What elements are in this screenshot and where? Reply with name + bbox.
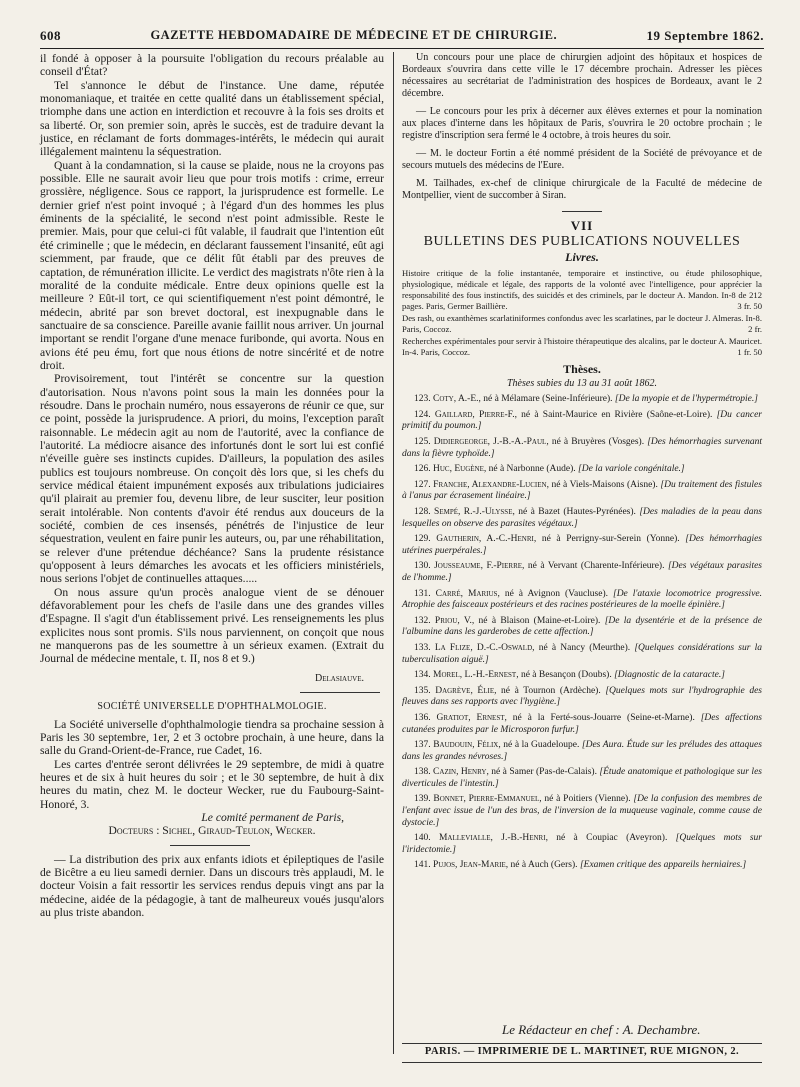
news-item: M. Tailhades, ex-chef de clinique chirurgicale de la Faculté de médecine de Montpellier, vient de succomber à Siran. (402, 177, 762, 201)
thesis-entry (402, 534, 762, 557)
thesis-birthplace: , né à Viels-Maisons (Aisne). (546, 479, 658, 490)
editor-credit: Le Rédacteur en chef : A. Dechambre. (502, 1022, 701, 1037)
section-title: BULLETINS DES PUBLICATIONS NOUVELLES (423, 234, 741, 250)
thesis-title: [De la confusion des membres de l'enfant avec issue de l'un des bras, de l'inversion de la muqueuse vaginale, comme cause de dystocie.] (402, 794, 762, 828)
thesis-author: La Flize, D.-C.-Oswald (430, 642, 533, 653)
thesis-author: Gautherin, A.-C.-Henri (430, 534, 534, 545)
theses-heading: Thèses. (563, 362, 601, 377)
news-item: — M. le docteur Fortin a été nommé président de la Société de prévoyance et de secours mutuels des médecins de l'Eure. (402, 147, 762, 171)
thesis-title: [Des affections cutanées produites par le Microsporon furfur.] (402, 712, 763, 735)
thesis-author: Franche, Alexandre-Lucien (430, 479, 547, 490)
thesis-number: 136. (414, 712, 431, 723)
thesis-birthplace: , né à Saint-Maurice en Rivière (Saône-et-Loire). (514, 409, 713, 420)
thesis-author: Sempé, R.-J.-Ulysse (430, 507, 513, 517)
page-number: 608 (40, 28, 61, 43)
books-heading: Livres. (565, 250, 599, 265)
thesis-author: Huc, Eugène (430, 464, 484, 475)
thesis-author: Carré, Marius (430, 588, 498, 599)
thesis-author: Dagrève, Élie (430, 685, 495, 696)
thesis-number: 135. (414, 685, 431, 696)
thesis-title: [Du cancer primitif du poumon.] (402, 409, 762, 432)
right-column (402, 52, 762, 876)
thesis-title: [Étude anatomique et pathologique sur les diverticules de l'intestin.] (402, 767, 762, 789)
book-text: Recherches expérimentales pour servir à l'histoire thérapeutique des alcalins, par le docteur A. Mauricet. In-4. Paris, Coccoz. (402, 336, 762, 358)
editor-line (402, 1022, 762, 1038)
thesis-author: Cazin, Henry (430, 767, 487, 778)
thesis-entry (402, 860, 762, 872)
journal-title: GAZETTE HEBDOMADAIRE DE MÉDECINE ET DE CHIRURGIE. (150, 28, 558, 42)
thesis-title: [De la myopie et de l'hypermétropie.] (612, 394, 758, 405)
paragraph: — La distribution des prix aux enfants idiots et épileptiques de l'asile de Bicêtre a eu lieu samedi dernier. Dans un discours très applaudi, M. le docteur Voisin a fait ressortir les services rendus depuis vingt ans par la médecine, aidée de la pédagogie, à tant de malheureux voués jusqu'alors au plus triste abandon. (40, 852, 384, 919)
theses-list (402, 394, 762, 872)
news-item: Un concours pour une place de chirurgien adjoint des hôpitaux et hospices de Bordeaux s'ouvrira dans cette ville le 17 décembre prochain. Adresser les pièces nécessaires au secrétariat de l'administration des hospices de Bordeaux, avant le 2 décembre. (402, 52, 762, 99)
section-number: VII (570, 218, 594, 234)
paragraph: La Société universelle d'ophthalmologie tiendra sa prochaine session à Paris les 30 septembre, 1er, 2 et 3 octobre prochain, à une heure, dans la salle du Grand-Orient-de-France, rue Cadet, 16. (40, 717, 384, 758)
thesis-birthplace: , né à Auch (Gers). (505, 860, 578, 871)
issue-date: 19 Septembre 1862. (646, 28, 764, 43)
thesis-author: Gaillard, Pierre-F. (430, 409, 515, 420)
thesis-author: Mallevialle, J.-B.-Henri (430, 833, 546, 844)
thesis-entry (402, 670, 762, 682)
divider (562, 211, 602, 212)
thesis-number: 139. (414, 794, 431, 805)
thesis-title: [Quelques considérations sur la tuberculisation aiguë.] (402, 642, 762, 665)
thesis-number: 124. (414, 409, 431, 420)
thesis-entry (402, 686, 762, 709)
thesis-birthplace: , né à Avignon (Vaucluse). (497, 588, 608, 599)
society-title: SOCIÉTÉ UNIVERSELLE D'OPHTHALMOLOGIE. (97, 701, 327, 713)
book-entry (402, 336, 762, 358)
thesis-number: 126. (414, 464, 431, 475)
thesis-entry (402, 394, 762, 406)
thesis-entry (402, 561, 762, 584)
thesis-title: [Des maladies de la peau dans lesquelles on observe des parasites végétaux.] (402, 507, 762, 529)
thesis-birthplace: , né à Coupiac (Aveyron). (545, 833, 668, 844)
footer-rule-bottom (402, 1062, 762, 1063)
thesis-title: [De l'ataxie locomotrice progressive. Atrophie des faisceaux postérieurs et des racines postérieures de la moelle épinière.] (402, 588, 762, 611)
thesis-birthplace: , né à Bruyères (Vosges). (546, 437, 645, 448)
thesis-number: 138. (414, 767, 431, 778)
book-text: Histoire critique de la folie instantanée, temporaire et instinctive, ou étude philosophique, physiologique, médicale et légale, des rapports de la volonté avec l'intelligence, pour apprécier la responsabilité des fous instinctifs, des suicidés et des criminels, par le docteur A. Mandon. In-8 de 212 pages. Paris, Germer Baillière. (402, 268, 762, 312)
paragraph: Les cartes d'entrée seront délivrées le 29 septembre, de midi à quatre heures et de six à huit heures du soir ; et le 30 septembre, de huit à dix heures du matin, chez M. le docteur Wecker, rue du Faubourg-Saint-Honoré, 3. (40, 757, 384, 811)
book-price: 1 fr. 50 (737, 347, 762, 358)
thesis-birthplace: , né à Blaison (Maine-et-Loire). (471, 615, 601, 626)
thesis-number: 141. (414, 860, 431, 871)
thesis-entry (402, 794, 762, 829)
thesis-author: Bonnet, Pierre-Emmanuel (430, 794, 540, 805)
header-rule (40, 48, 764, 49)
thesis-author: Priou, V. (430, 615, 472, 626)
thesis-title: [Examen critique des appareils herniaires.] (577, 860, 747, 871)
thesis-title: [Diagnostic de la cataracte.] (611, 670, 725, 681)
thesis-title: [Quelques mots sur l'hydrographie des fleuves dans ses rapports avec l'hygiène.] (402, 685, 762, 708)
thesis-entry (402, 643, 762, 666)
thesis-entry (402, 740, 762, 763)
thesis-number: 131. (414, 588, 431, 599)
thesis-number: 128. (414, 507, 431, 517)
paragraph: Tel s'annonce le début de l'instance. Une dame, réputée monomaniaque, et traitée en cette qualité dans un établissement spécial, triomphe dans une action en interdiction et recouvre à la fois ses droits et sa liberté. Or, son premier soin, après le succès, est de traduire devant la justice, en réclamant de forts dommages-intérêts, le médecin qui aurait illégalement maintenu la séquestration. (40, 78, 384, 159)
paragraph: il fondé à opposer à la poursuite l'obligation du recours préalable au conseil d'État? (40, 52, 384, 79)
imprint: PARIS. — IMPRIMERIE DE L. MARTINET, RUE MIGNON, 2. (424, 1046, 740, 1057)
thesis-birthplace: , né à Nancy (Meurthe). (532, 642, 631, 653)
thesis-author: Morel, L.-H.-Ernest (430, 670, 517, 681)
left-column (40, 52, 384, 919)
thesis-author: Baudouin, Félix (430, 740, 499, 751)
page-header (40, 28, 764, 46)
thesis-author: Jousseaume, F.-Pierre (430, 561, 523, 572)
thesis-birthplace: , né à Vervant (Charente-Inférieure). (522, 561, 665, 572)
thesis-entry (402, 713, 762, 736)
thesis-entry (402, 507, 762, 530)
thesis-birthplace: , né à Poitiers (Vienne). (539, 794, 631, 805)
paragraph: Quant à la condamnation, si la cause se plaide, nous ne la croyons pas possible. Elle ne saurait avoir lieu que pour trois motifs : crime, erreur grossière, négligence. Sous ce rapport, la jurisprudence est formelle. Le dernier grief n'est point invoqué ; à l'égard d'un des hommes les plus éminents de la spécialité, le second n'est point admissible. Reste le premier. Mais, pour que celui-ci fût valable, il faudrait que l'intention eût été criminelle ; que le médecin, en déclarant faussement l'insanité, eût agi sciemment, par fraude, que ce délit fût établi par des preuves de captation, de rémunération illicite. Le verdict des magistrats n'ôte rien à la moralité de la conduite médicale. Entre deux opinions quelle est la meilleure ? Eût-il tort, ce qui scientifiquement n'est point démontré, le médecin, abrité par son brevet doctoral, est inexpugnable dans le sanctuaire de sa conscience. Pareille avanie faillit nous arriver. Un journal important se rendit l'organe d'une menace furibonde, qui avorta. Nous en avions été peu ému, fort que nous étions de notre sincérité et de notre droit. (40, 158, 384, 372)
thesis-birthplace: , né à la Ferté-sous-Jouarre (Seine-et-Marne). (504, 712, 695, 723)
author-signature: Delasiauve. (315, 672, 364, 684)
thesis-title: [De la dysentérie et de la présence de l'albumine dans les garderobes de cette affection.] (402, 615, 762, 638)
thesis-title: [Des hémorrhagies survenant dans la fièvre typhoïde.] (402, 437, 762, 459)
thesis-birthplace: , né à la Guadeloupe. (498, 740, 580, 751)
book-price: 3 fr. 50 (737, 301, 762, 312)
thesis-number: 123. (414, 394, 431, 405)
thesis-number: 125. (414, 437, 431, 448)
footer-rule (402, 1043, 762, 1044)
paragraph: On nous assure qu'un procès analogue vient de se dénouer défavorablement pour les chefs de l'asile dans une des grandes villes d'Espagne. Il s'agit d'un établissement privé. Les renseignements les plus explicites nous sont promis. S'ils nous parviennent, on conçoit que nous ne manquerons pas de les soumettre à un sérieux examen. (Extrait du Journal de médecine mentale, t. II, nos 8 et 9.) (40, 585, 384, 666)
thesis-birthplace: , né à Perrigny-sur-Serein (Yonne). (533, 534, 680, 545)
thesis-entry (402, 480, 762, 503)
thesis-title: [Des Aura. Étude sur les préludes des attaques dans les grandes névroses.] (402, 740, 762, 762)
book-text: Des rash, ou exanthèmes scarlatiniformes confondus avec les scarlatines, par le docteur J. Almeras. In-8. Paris, Coccoz. (402, 313, 762, 335)
thesis-title: [De la variole congénitale.] (575, 464, 685, 475)
thesis-number: 127. (414, 479, 431, 490)
thesis-author: Pujos, Jean-Marie (430, 860, 506, 871)
thesis-number: 133. (414, 642, 431, 653)
thesis-birthplace: , né à Bazet (Hautes-Pyrénées). (512, 507, 636, 517)
thesis-number: 130. (414, 561, 431, 572)
thesis-entry (402, 589, 762, 612)
thesis-title: [Du traitement des fistules à l'anus par écrasement linéaire.] (402, 479, 762, 502)
book-entry (402, 268, 762, 312)
book-entry (402, 313, 762, 335)
thesis-entry (402, 833, 762, 856)
theses-subtitle: Thèses subies du 13 au 31 août 1862. (507, 378, 657, 390)
thesis-birthplace: , né à Narbonne (Aude). (483, 464, 576, 475)
thesis-number: 140. (414, 833, 431, 844)
thesis-author: Gratiot, Ernest (430, 712, 505, 723)
thesis-birthplace: , né à Tournon (Ardèche). (494, 685, 601, 696)
thesis-title: [Des hémorrhagies utérines puerpérales.] (402, 534, 763, 556)
book-price: 2 fr. (748, 324, 762, 335)
thesis-number: 132. (414, 615, 431, 626)
thesis-birthplace: , né à Samer (Pas-de-Calais). (486, 767, 597, 778)
thesis-author: Didiergeorge, J.-B.-A.-Paul (430, 437, 547, 448)
thesis-author: Coty, A.-E. (430, 394, 479, 405)
divider (170, 845, 250, 846)
doctors-line: Docteurs : Sichel, Giraud-Teulon, Wecker. (108, 824, 316, 838)
thesis-number: 134. (414, 670, 431, 681)
thesis-birthplace: , né à Mélamare (Seine-Inférieure). (478, 394, 613, 405)
thesis-entry (402, 437, 762, 460)
thesis-number: 137. (414, 740, 431, 751)
thesis-number: 129. (414, 534, 431, 545)
thesis-birthplace: , né à Besançon (Doubs). (516, 670, 612, 681)
thesis-entry (402, 464, 762, 476)
paragraph: Provisoirement, tout l'intérêt se concentre sur la question d'autorisation. Nous n'avons point sous la main les données pour la résoudre. Dans le prochain numéro, nous essayerons de réunir ce que, sur ce point, possède la jurisprudence. A priori, du moins, l'exception paraît raisonnable. Le médecin agit au nom de l'autorité, avec la confiance de l'autorité. La médiocre aisance des infortunés dont le sort lui est confié n'éveille guère ses instincts cupides. D'ailleurs, la population des asiles publics est toujours nombreuse. On conçoit dès lors que, si les chefs du service médical étaient impunément exposés aux tribulations judiciaires qu'il plairait au premier fou, devenu libre, de leur susciter, leur position serait intolérable. Non contents d'avoir été rendus aux douceurs de la société, combien de ces insensés, pénétrés de l'injustice de leur séquestration, veulent en faire punir les auteurs, ou, par une réhabilitation, se relever d'une prétendue déchéance? Sans la prudente résistance qu'opposent à leurs démarches les avocats et les officiers ministériels, nous serions l'objet de continuelles attaques..... (40, 372, 384, 586)
divider (300, 692, 380, 693)
thesis-title: [Quelques mots sur l'iridectomie.] (402, 833, 762, 855)
thesis-entry (402, 410, 762, 433)
column-divider (393, 52, 394, 1054)
news-item: — Le concours pour les prix à décerner aux élèves externes et pour la nomination aux places d'interne dans les hôpitaux de Paris, s'ouvrira le 20 octobre prochain ; le registre d'inscription sera fermé le 4 octobre, à trois heures du soir. (402, 105, 762, 141)
thesis-title: [Des végétaux parasites de l'homme.] (402, 561, 762, 583)
committee-line: Le comité permanent de Paris, (201, 810, 344, 824)
books-list (402, 268, 762, 358)
thesis-entry (402, 767, 762, 790)
thesis-entry (402, 616, 762, 639)
